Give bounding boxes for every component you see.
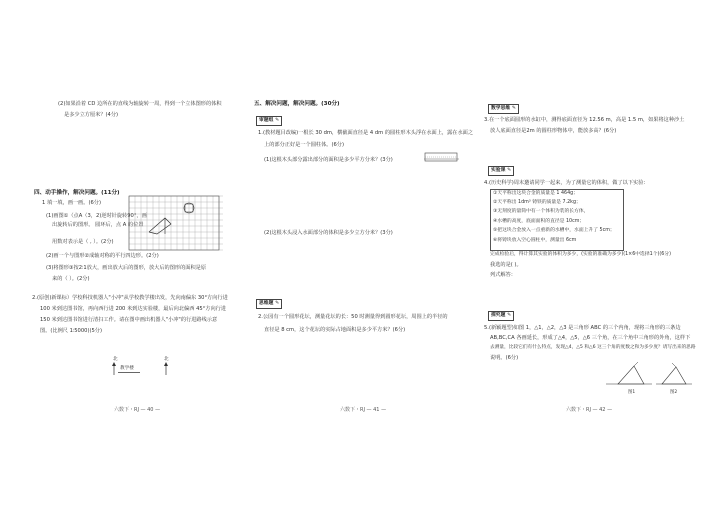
q5-d: 说明。(6分) (490, 355, 519, 361)
q1-3b: 来的（ ）。(2分) (52, 276, 90, 282)
q3-a: 3.在一个底面圆形的水缸中，测得底面直径为 12.56 m，高是 1.5 m，如果将这种沙土 (484, 117, 685, 123)
q1-1: (1)这根木头部分露出部分的面积是多少平方分米？(3分) (264, 157, 393, 163)
fig2-label: 图2 (670, 390, 678, 395)
step-3: ③无刻度的量筒中有一个体积为装的长方体， (493, 209, 589, 214)
log-figure (424, 150, 460, 164)
tag-experiment (488, 166, 514, 176)
q5-b: AB,BC,CA 各画延长，形成了△4，△5，△6 三个角，在三个角中三角形的外角，这样下 (490, 335, 691, 341)
q2-c: 150 米到达图书馆进行清扫工作。请在图中画出机器人"小冲"的行进路线示意 (40, 317, 218, 323)
q1-title: 1 填一填，画一画。(6分) (42, 200, 101, 206)
q2-b: 100 米到达图书馆，再向西行进 200 米到达实验楼，最后向北偏西 45°方向行进 (40, 306, 227, 312)
north-arrow-label: 北 (113, 357, 118, 362)
q3-b: 放人底面直径是2m 的圆柱形物体中，能放多高？(6分) (490, 128, 617, 134)
q1-1b: 出旋转后的图形。 圆环后，点 A 的位置 (52, 222, 144, 228)
tag-thinking (256, 299, 282, 309)
q1-2: (2)画一个与图形②成轴对称的平行四边形。(2分) (46, 253, 159, 259)
step-1: ①天平称出这块合金的质量是 1 464g； (493, 191, 578, 196)
building-label: 教学楼 (120, 366, 134, 371)
q2-d: 图。(比例尺 1∶5000)(5分) (40, 328, 103, 334)
pen-icon: ✎ (275, 118, 280, 123)
q1-3a: (3)将图形③按2∶1放大，画出放大后的图形，放大后的图形的面积是原 (46, 265, 207, 271)
fig1-label: 图1 (628, 390, 636, 395)
pen-icon-3: ✎ (511, 106, 516, 111)
tag-explore-label: 探究题 (491, 313, 506, 318)
q4-a: 4.(历史科学)周末邀请同学一起来，为了测量它的体积，做了以下实验： (484, 180, 649, 186)
scale-north-label: 北 (164, 357, 169, 362)
tag-experiment-label: 实验课 (491, 168, 506, 173)
tag-review (256, 116, 282, 126)
tag-review-label: 审题组 (259, 118, 274, 123)
triangle-figures (604, 362, 694, 390)
section-5-title: 五、解决问题，解决问题。(30分) (254, 101, 340, 107)
tag-math-label: 数学思维 (491, 106, 511, 111)
north-arrow-2-icon (162, 362, 170, 376)
step-5: ⑤把这块合金放入一点重新的水槽中，水面上升了 5cm； (493, 228, 615, 233)
grid-figure (127, 194, 225, 256)
q1-a: 1.(教材题目改编)一根长 30 dm，横截面直径是 4 dm 的圆柱形木头浮在水面上，露在水面之 (258, 130, 474, 136)
q2-b: 直径是 8 cm，这个花坛的实际占地面积是多少平方米？(6分) (264, 327, 406, 333)
footer-page-41: 六数下・RJ — 41 — (340, 407, 387, 413)
tag-thinking-label: 思维题 (259, 301, 274, 306)
q2-a: 2.公园有一个圆形花坛，测量花坛的长：50 时测量得到圆形花坛，周围上的半径的 (258, 314, 448, 320)
section-4-title: 四、动手操作，解决问题。(11分) (34, 190, 120, 196)
pen-icon-5: ✎ (507, 313, 512, 318)
footer-page-40: 六数下・RJ — 40 — (114, 407, 161, 413)
q1-2: (2)这根木头浸入水面部分的体积是多少立方分米？(3分) (264, 230, 393, 236)
building-underline (118, 372, 140, 373)
step-6: ⑥将铸块放入空心圆柱中，测量出 6cm (493, 238, 577, 243)
q5-a: 5.(新颖题型)如图 1，△1，△2，△3 是三角形 ABC 的三个内角，现将三角形的三条边 (484, 325, 681, 331)
q4-b: 完成检验后，得计算其实验的体积为多少，(实验的准确为多少)(1×6中选择1个)(6分) (490, 252, 671, 257)
north-arrow-icon (110, 362, 118, 376)
q2-line1: (2)如果沿着 CD 边所在的直线为轴旋转一周，得到一个立体图形的体积 (58, 101, 222, 107)
q4-d: 列式解答： (490, 272, 516, 278)
step-4: ④水槽的高度，底面面积的直径是 10cm； (493, 219, 585, 224)
pen-icon-2: ✎ (275, 301, 280, 306)
q2-a: 2.(原创)新课标）学校科技机器人"小冲"从学校教学楼出发，先向南偏东 30°方向行进 (32, 295, 228, 301)
tag-math-thinking (488, 104, 519, 114)
q1-b: 上的部分正好是一个圆柱体。(6分) (264, 142, 344, 148)
q4-c: 我选的是( )。 (490, 262, 522, 268)
q1-1a: (1)画图①（点A（3，2)逆时针旋转90°，画 (46, 213, 147, 219)
q2-line2: 是多少立方厘米？(4分) (64, 112, 119, 118)
step-2: ②天平称出 1dm³ 铸铁的质量是 7.2kg； (493, 200, 581, 205)
footer-page-42: 六数下・RJ — 42 — (566, 407, 613, 413)
pen-icon-4: ✎ (507, 168, 512, 173)
q1-1c: 用数对表示是（ , ）。(2分) (52, 239, 114, 245)
q5-c: 去测量，比较它们有什么特点，发现△4，△5 和△6 这三个角的度数之和为多少度？请写出来的思路 (490, 345, 696, 350)
tag-explore (488, 311, 514, 321)
